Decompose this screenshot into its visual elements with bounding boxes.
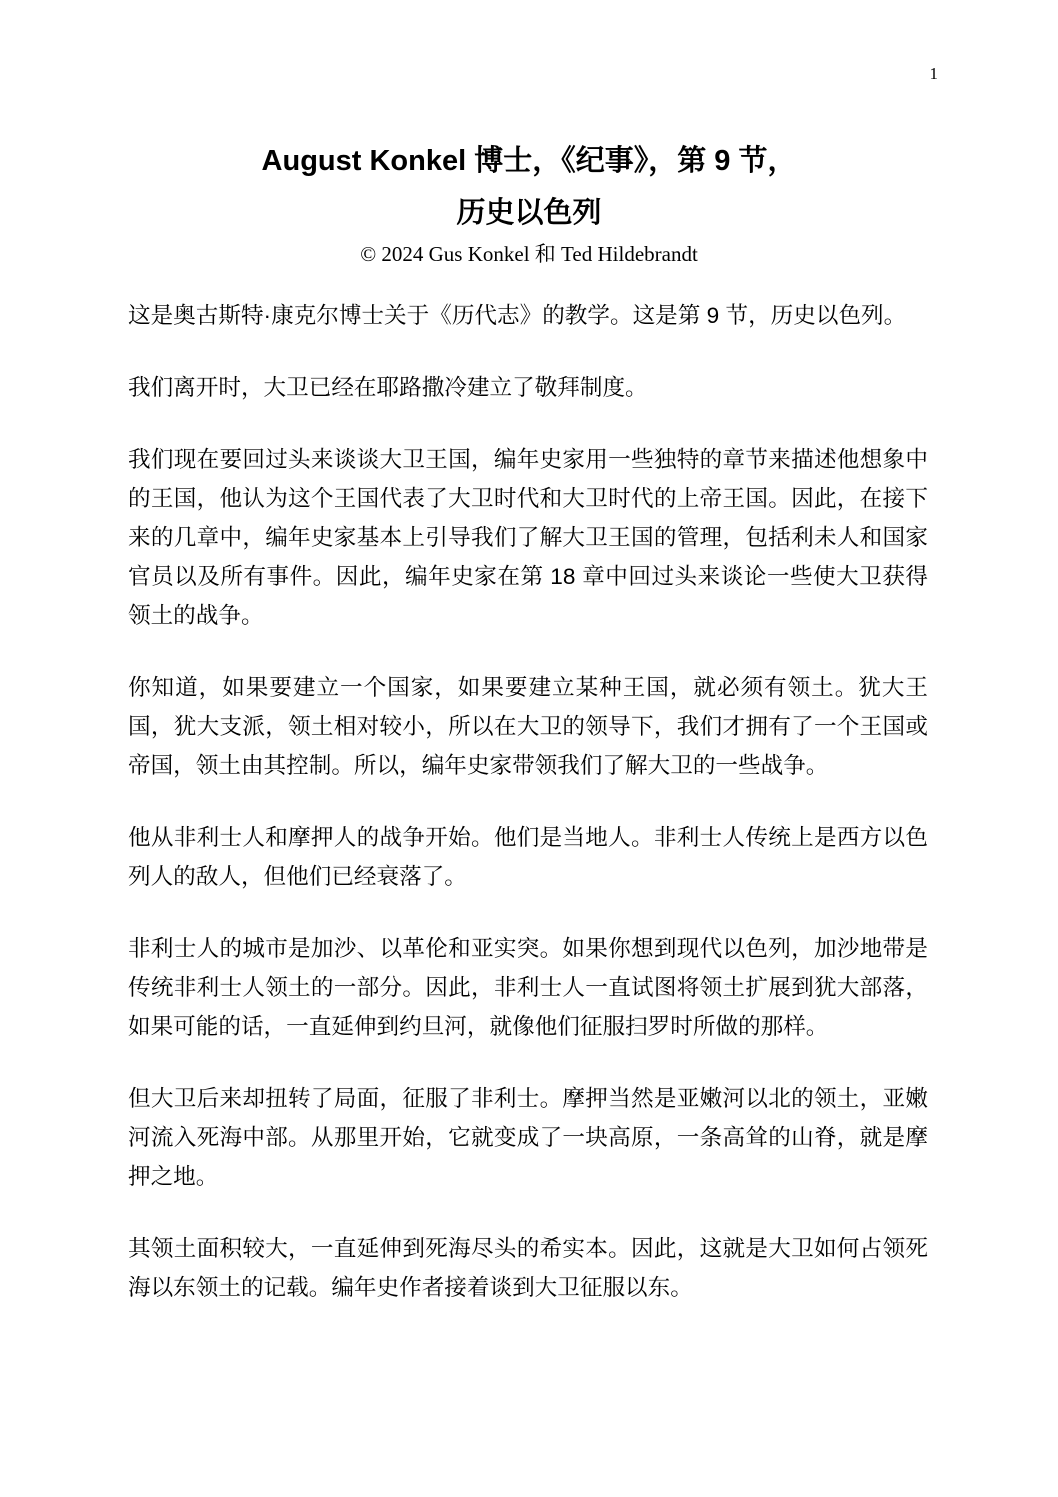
document-title-line-1: August Konkel 博士，《纪事》，第 9 节， <box>261 145 797 177</box>
paragraph: 但大卫后来却扭转了局面，征服了非利士。摩押当然是亚嫩河以北的领土，亚嫩河流入死海中部。从那里开始，它就变成了一块高原，一条高耸的山脊，就是摩押之地。 <box>128 1086 928 1189</box>
paragraph: 其领土面积较大，一直延伸到死海尽头的希实本。因此，这就是大卫如何占领死海以东领土的记载。编年史作者接着谈到大卫征服以东。 <box>128 1236 928 1300</box>
paragraph: 他从非利士人和摩押人的战争开始。他们是当地人。非利士人传统上是西方以色列人的敌人，但他们已经衰落了。 <box>128 825 928 889</box>
document-body <box>128 296 928 1340</box>
copyright-line: © 2024 Gus Konkel 和 Ted Hildebrandt <box>360 242 698 266</box>
paragraph: 我们现在要回过头来谈谈大卫王国，编年史家用一些独特的章节来描述他想象中的王国，他认为这个王国代表了大卫时代和大卫时代的上帝王国。因此，在接下来的几章中，编年史家基本上引导我们了解大卫王国的管理，包括利未人和国家官员以及所有事件。因此，编年史家在第 18 章中回过头来谈论一些使大卫获得领土的战争。 <box>128 447 928 628</box>
paragraph: 我们离开时，大卫已经在耶路撒冷建立了敬拜制度。 <box>128 375 648 400</box>
paragraph: 非利士人的城市是加沙、以革伦和亚实突。如果你想到现代以色列，加沙地带是传统非利士人领土的一部分。因此，非利士人一直试图将领土扩展到犹大部落，如果可能的话，一直延伸到约旦河，就像他们征服扫罗时所做的那样。 <box>128 936 928 1039</box>
document-title-line-2: 历史以色列 <box>456 197 602 229</box>
paragraph: 你知道，如果要建立一个国家，如果要建立某种王国，就必须有领土。犹大王国，犹大支派，领土相对较小，所以在大卫的领导下，我们才拥有了一个王国或帝国，领土由其控制。所以，编年史家带领我们了解大卫的一些战争。 <box>128 675 928 778</box>
paragraph: 这是奥古斯特·康克尔博士关于《历代志》的教学。这是第 9 节，历史以色列。 <box>128 303 907 328</box>
page-number: 1 <box>929 64 938 83</box>
